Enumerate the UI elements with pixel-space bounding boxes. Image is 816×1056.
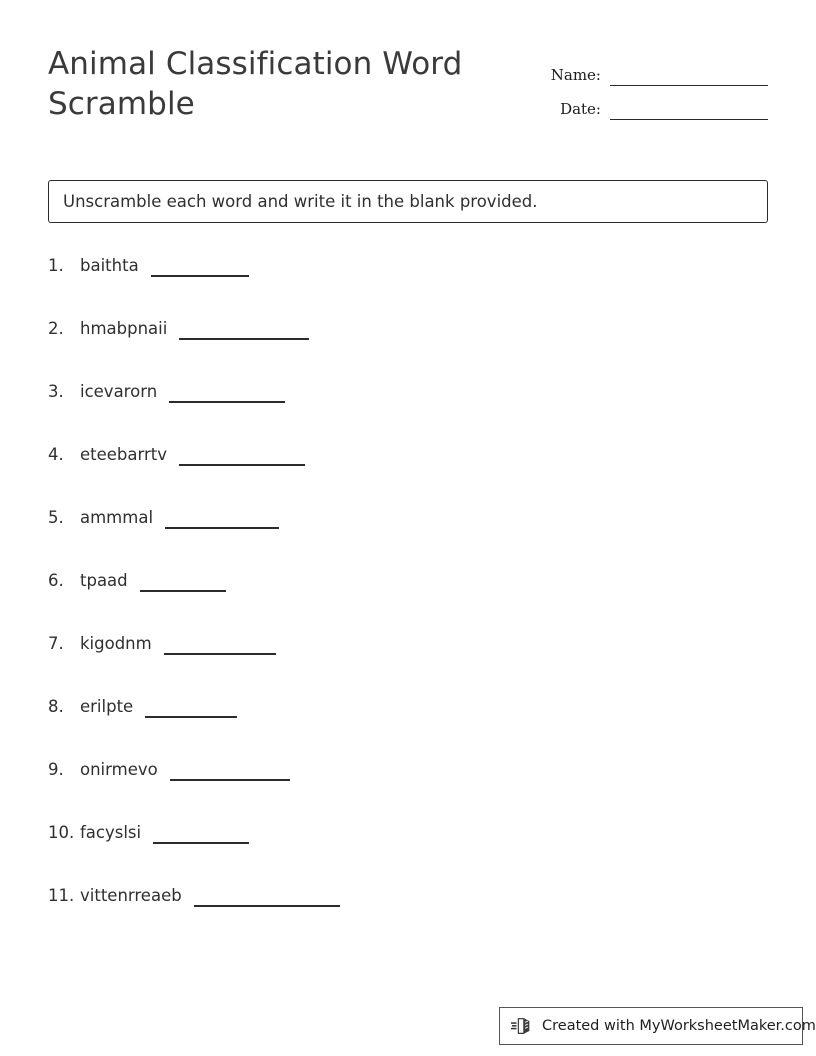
word-scramble-item <box>48 631 768 694</box>
answer-blank[interactable] <box>151 254 249 277</box>
item-number: 2. <box>48 319 64 338</box>
word-scramble-item <box>48 820 768 883</box>
item-number: 11. <box>48 886 75 905</box>
scrambled-word: hmabpnaii <box>80 319 168 338</box>
word-scramble-item <box>48 253 768 316</box>
page-title <box>48 44 478 124</box>
item-number: 5. <box>48 508 64 527</box>
word-scramble-list <box>48 253 768 946</box>
instruction-box <box>48 180 768 223</box>
word-scramble-item <box>48 379 768 442</box>
answer-blank[interactable] <box>165 506 279 529</box>
word-scramble-item <box>48 694 768 757</box>
answer-blank[interactable] <box>153 821 249 844</box>
worksheet-header <box>48 44 768 140</box>
answer-blank[interactable] <box>169 380 285 403</box>
item-number: 8. <box>48 697 64 716</box>
answer-blank[interactable] <box>179 317 309 340</box>
item-number: 4. <box>48 445 64 464</box>
answer-blank[interactable] <box>179 443 305 466</box>
scrambled-word: erilpte <box>80 697 134 716</box>
scrambled-word: eteebarrtv <box>80 445 168 464</box>
answer-blank[interactable] <box>140 569 226 592</box>
scrambled-word: baithta <box>80 256 139 275</box>
footer-text: Created with MyWorksheetMaker.com <box>542 1018 816 1034</box>
name-row <box>498 52 768 86</box>
item-number: 3. <box>48 382 64 401</box>
name-label: Name: <box>550 66 601 84</box>
word-scramble-item <box>48 757 768 820</box>
word-scramble-item <box>48 883 768 946</box>
answer-blank[interactable] <box>145 695 237 718</box>
word-scramble-item <box>48 442 768 505</box>
footer-badge[interactable] <box>499 1007 816 1045</box>
scrambled-word: onirmevo <box>80 760 158 779</box>
name-date-block <box>498 52 768 120</box>
answer-blank[interactable] <box>164 632 276 655</box>
page-title-line-2: Scramble <box>48 86 195 122</box>
date-label: Date: <box>560 100 601 118</box>
scrambled-word: icevarorn <box>80 382 158 401</box>
answer-blank[interactable] <box>170 758 290 781</box>
word-scramble-item <box>48 505 768 568</box>
name-input-rule[interactable] <box>610 63 768 86</box>
item-number: 7. <box>48 634 64 653</box>
word-scramble-item <box>48 316 768 379</box>
scrambled-word: vittenrreaeb <box>80 886 182 905</box>
scrambled-word: ammmal <box>80 508 154 527</box>
item-number: 9. <box>48 760 64 779</box>
item-number: 6. <box>48 571 64 590</box>
instruction-text: Unscramble each word and write it in the blank provided. <box>63 192 538 211</box>
item-number: 10. <box>48 823 75 842</box>
word-scramble-item <box>48 568 768 631</box>
page-title-line-1: Animal Classification Word <box>48 46 463 82</box>
scrambled-word: kigodnm <box>80 634 152 653</box>
scrambled-word: facyslsi <box>80 823 142 842</box>
item-number: 1. <box>48 256 64 275</box>
scrambled-word: tpaad <box>80 571 128 590</box>
date-row <box>498 86 768 120</box>
date-input-rule[interactable] <box>610 97 768 120</box>
answer-blank[interactable] <box>194 884 340 907</box>
myworksheetmaker-logo-icon <box>511 1015 533 1037</box>
